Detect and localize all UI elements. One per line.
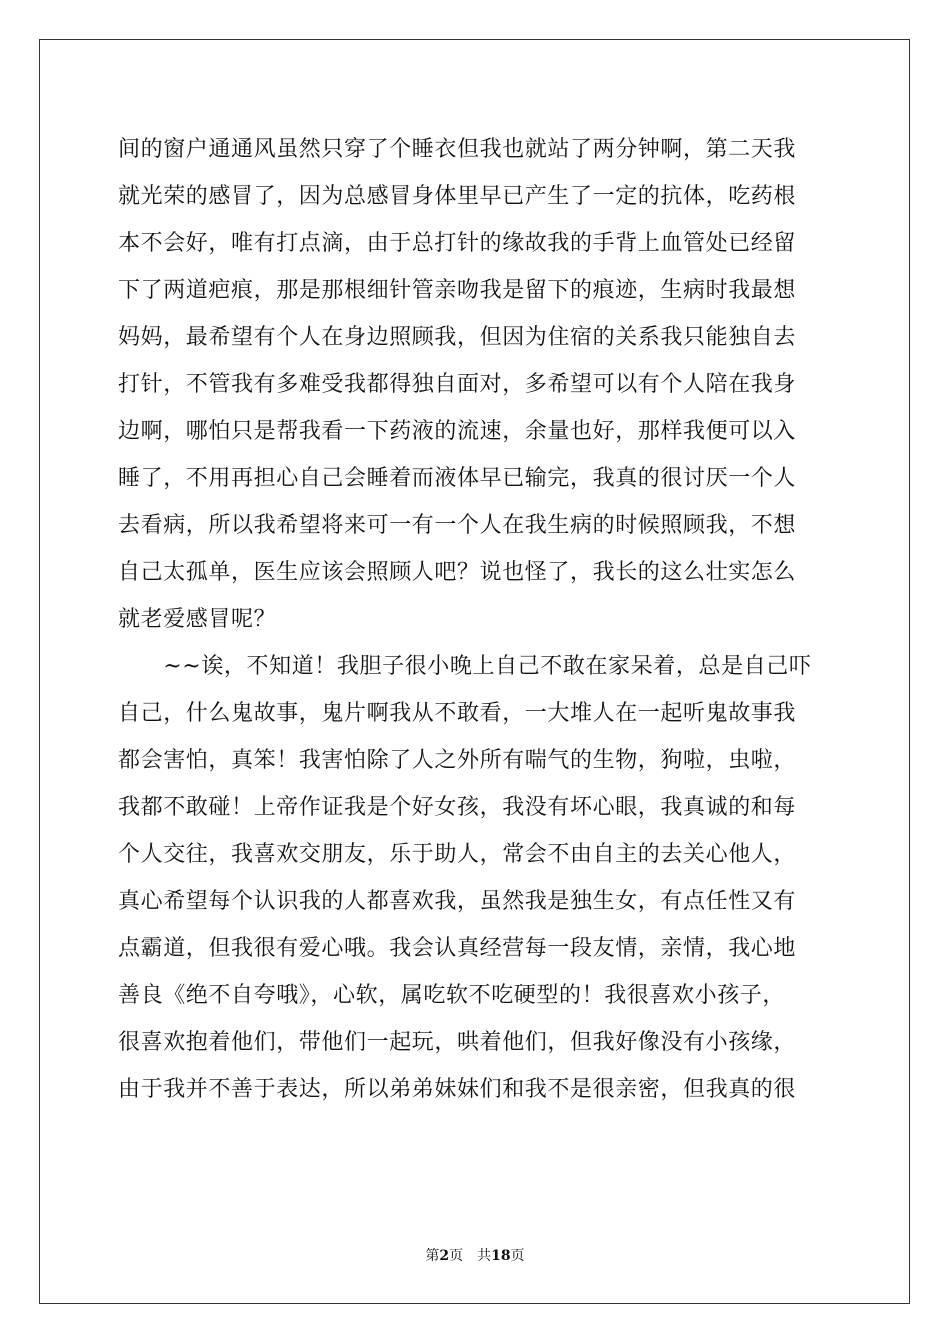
body-text-line: 去看病，所以我希望将来可一有一个人在我生病的时候照顾我，不想 <box>118 513 797 538</box>
page-number-label: 第2页 <box>425 1248 464 1264</box>
body-text-line: 间的窗户通通风虽然只穿了个睡衣但我也就站了两分钟啊，第二天我 <box>118 137 797 162</box>
body-text-line: 真心希望每个认识我的人都喜欢我，虽然我是独生女，有点任性又有 <box>118 889 797 914</box>
page-footer <box>0 1246 950 1266</box>
body-text-line: 边啊，哪怕只是帮我看一下药液的流速，余量也好，那样我便可以入 <box>118 419 797 444</box>
body-text-line: 就老爱感冒呢？ <box>118 607 277 632</box>
body-text-line: 打针，不管我有多难受我都得独自面对，多希望可以有个人陪在我身 <box>118 372 797 397</box>
body-text-line: 自己太孤单，医生应该会照顾人吧？说也怪了，我长的这么壮实怎么 <box>118 560 797 585</box>
body-text-line: 由于我并不善于表达，所以弟弟妹妹们和我不是很亲密，但我真的很 <box>118 1077 797 1102</box>
body-text-line: 我都不敢碰！上帝作证我是个好女孩，我没有坏心眼，我真诚的和每 <box>118 795 797 820</box>
body-text-line: 下了两道疤痕，那是那根细针管亲吻我是留下的痕迹，生病时我最想 <box>118 278 797 303</box>
body-text-line: 本不会好，唯有打点滴，由于总打针的缘故我的手背上血管处已经留 <box>118 231 797 256</box>
body-text-line: 都会害怕，真笨！我害怕除了人之外所有喘气的生物，狗啦，虫啦， <box>118 748 797 773</box>
body-text-line: 睡了，不用再担心自己会睡着而液体早已输完，我真的很讨厌一个人 <box>118 466 797 491</box>
body-text-line: 点霸道，但我很有爱心哦。我会认真经营每一段友情，亲情，我心地 <box>118 936 797 961</box>
body-text-line: 善良《绝不自夸哦》，心软，属吃软不吃硬型的！我很喜欢小孩子， <box>118 983 786 1008</box>
total-pages-label: 共18页 <box>477 1248 525 1264</box>
total-page-number: 18 <box>491 1248 511 1264</box>
body-text-line: 妈妈，最希望有个人在身边照顾我，但因为住宿的关系我只能独自去 <box>118 325 797 350</box>
body-text-line: 自己，什么鬼故事，鬼片啊我从不敢看，一大堆人在一起听鬼故事我 <box>118 701 797 726</box>
current-page-number: 2 <box>439 1248 450 1264</box>
body-text-line: 就光荣的感冒了，因为总感冒身体里早已产生了一定的抗体，吃药根 <box>118 184 797 209</box>
body-text-line: 个人交往，我喜欢交朋友，乐于助人，常会不由自主的去关心他人， <box>118 842 797 867</box>
body-text-line: 很喜欢抱着他们，带他们一起玩，哄着他们，但我好像没有小孩缘， <box>118 1030 797 1055</box>
paragraph-start-line: ~~诶，不知道！我胆子很小晚上自己不敢在家呆着，总是自己吓 <box>118 654 812 679</box>
